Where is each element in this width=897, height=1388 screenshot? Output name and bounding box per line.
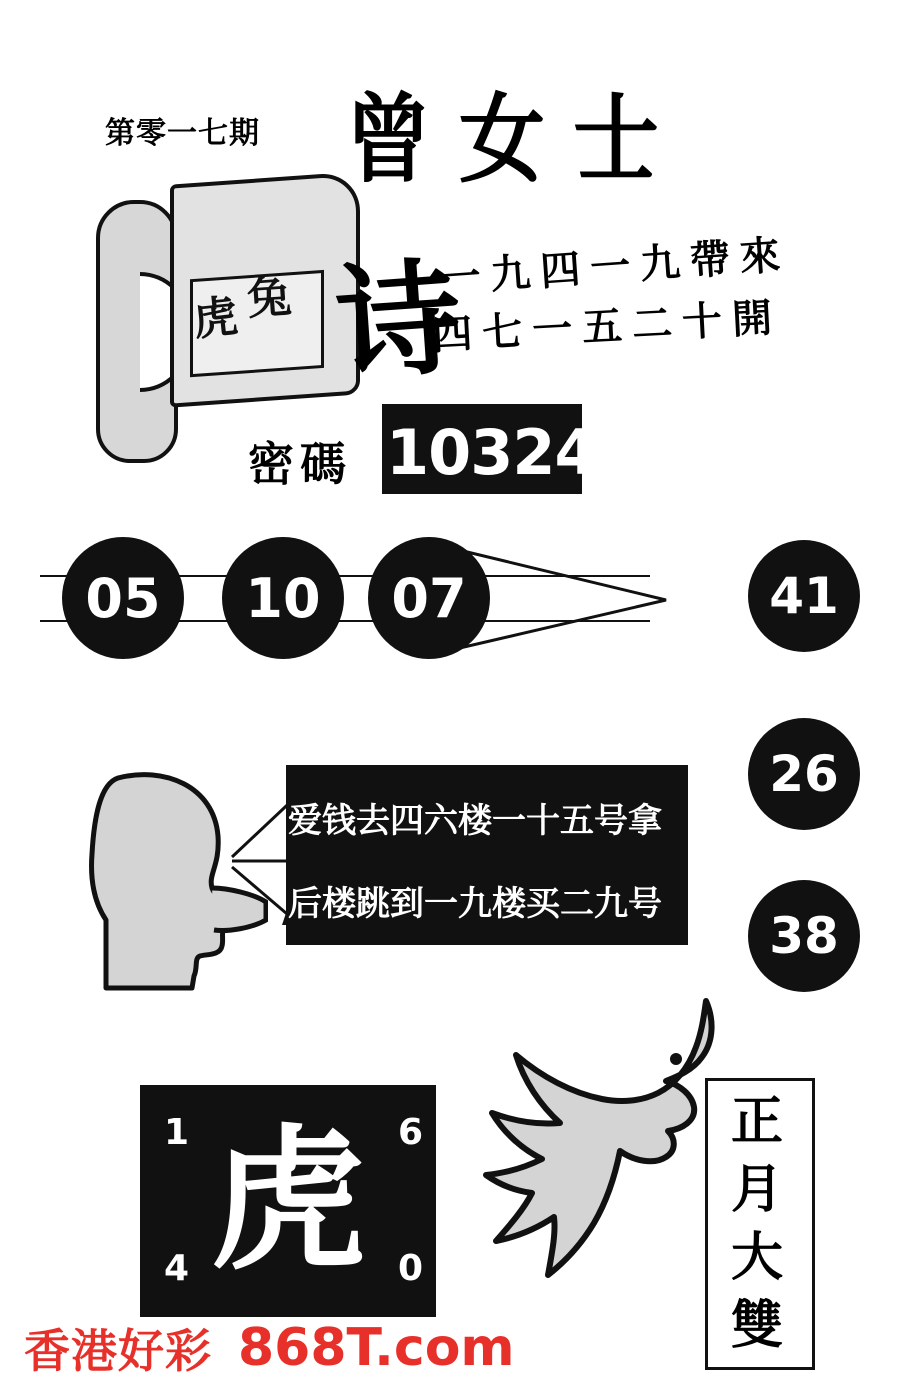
message-line-1: 爱钱去四六楼一十五号拿 bbox=[288, 801, 662, 841]
message-line-2: 后楼跳到一九楼买二九号 bbox=[288, 884, 662, 924]
vertical-char: 月 bbox=[730, 1159, 783, 1220]
number-ball-side: 38 bbox=[748, 880, 860, 992]
tiger-corner-bottom-left: 4 bbox=[164, 1248, 190, 1289]
footer-site-url: 868T.com bbox=[238, 1318, 515, 1378]
number-ball: 10 bbox=[222, 537, 344, 659]
poem-line-2: 四七一五二十開 bbox=[431, 293, 784, 360]
vertical-char: 大 bbox=[730, 1227, 783, 1288]
number-ball-side: 41 bbox=[748, 540, 860, 652]
number-ball: 07 bbox=[368, 537, 490, 659]
tiger-corner-bottom-right: 0 bbox=[398, 1248, 424, 1289]
password-value: 103246 bbox=[386, 416, 639, 489]
vertical-char: 正 bbox=[730, 1091, 783, 1152]
tiger-corner-top-right: 6 bbox=[398, 1112, 424, 1153]
tiger-character: 虎 bbox=[210, 1108, 366, 1291]
number-ball: 05 bbox=[62, 537, 184, 659]
footer-site-name: 香港好彩 bbox=[24, 1324, 212, 1378]
tiger-corner-top-left: 1 bbox=[164, 1112, 190, 1153]
page-title: 曾女士 bbox=[345, 83, 687, 197]
password-label: 密碼 bbox=[248, 437, 352, 491]
vertical-char: 雙 bbox=[730, 1295, 783, 1356]
number-ball-side: 26 bbox=[748, 718, 860, 830]
footer-watermark bbox=[24, 1318, 884, 1378]
poem-title-char: 诗 bbox=[331, 244, 466, 399]
zodiac-char-tiger: 虎 bbox=[190, 290, 241, 347]
zodiac-char-rabbit: 兔 bbox=[245, 271, 294, 326]
poem-line-1: 一九四一九帶來 bbox=[438, 230, 792, 303]
issue-label: 第零一七期 bbox=[105, 116, 260, 151]
